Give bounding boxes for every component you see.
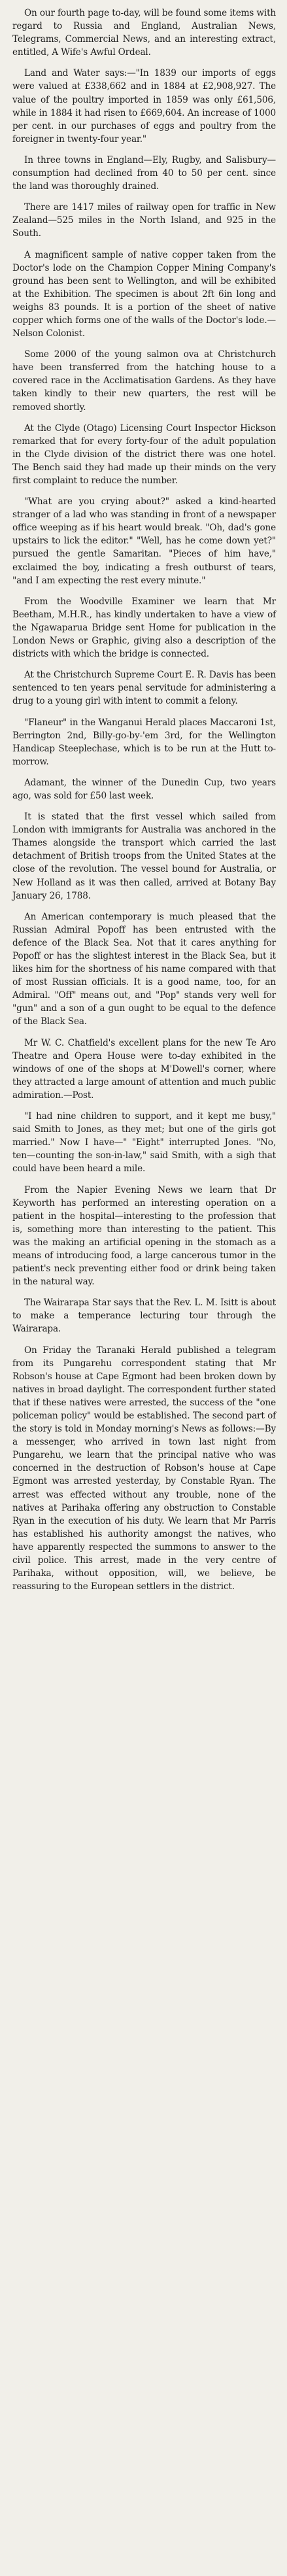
paragraph-flaneur-tips: "Flaneur" in the Wanganui Herald places Maccaroni 1st, Berrington 2nd, Billy-go-by-'em 3rd, for the Wellington Handicap Steeplechase, which is to be run at the Hutt to-morrow.	[12, 717, 276, 767]
paragraph-first-vessel: It is stated that the first vessel which sailed from London with immigrants for Australia was anchored in the Thames alongside the transport which carried the last detachment of British troops from the United States at the close of the revolution. The vessel bound for Australia, or New Holland as it was then called, arrived at Botany Bay January 26, 1788.	[12, 812, 276, 901]
paragraph-adamant-sold: Adamant, the winner of the Dunedin Cup, two years ago, was sold for £50 last week.	[12, 777, 276, 801]
paragraph-railway: There are 1417 miles of railway open for traffic in New Zealand—525 miles in the North Island, and 925 in the South.	[12, 202, 276, 239]
paragraph-supreme-court: At the Christchurch Supreme Court E. R. Davis has been sentenced to ten years penal servitude for administering a drug to a young girl with intent to commit a felony.	[12, 670, 276, 707]
paragraph-crying-lad: "What are you crying about?" asked a kind-hearted stranger of a lad who was standing in front of a newspaper office weeping as if his heart would break. "Oh, dad's gone upstairs to lick the editor." "Well, has he come down yet?" pursued the gentle Samaritan. "Pieces of him have," exclaimed the boy, indicating a fresh outburst of tears, "and I am expecting the rest every minute."	[12, 496, 276, 586]
paragraph-robson-house: On Friday the Taranaki Herald published a telegram from its Pungarehu correspondent stating that Mr Robson's house at Cape Egmont had been broken down by natives in broad daylight. The correspondent further stated that if these natives were arrested, the success of the "one policeman policy" would be established. The second part of the story is told in Monday morning's News as follows:—By a messenger, who arrived in town last night from Pungarehu, we learn that the principal native who was concerned in the destruction of Robson's house at Cape Egmont was arrested yesterday, by Constable Ryan. The arrest was effected without any trouble, none of the natives at Parihaka offering any obstruction to Constable Ryan in the execution of his duty. We learn that Mr Parris has established his authority amongst the natives, who have apparently respected the summons to answer to the civil police. This arrest, made in the very centre of Parihaka, without opposition, will, we believe, be reassuring to the European settlers in the district.	[12, 1345, 276, 1592]
paragraph-licensing-court: At the Clyde (Otago) Licensing Court Inspector Hickson remarked that for every forty-four of the adult population in the Clyde division of the district there was one hotel. The Bench said they had made up their minds on the very first complaint to reduce the number.	[12, 422, 276, 486]
paragraph-eggs-poultry: Land and Water says:—"In 1839 our imports of eggs were valued at £338,662 and in 1884 at £2,908,927. The value of the poultry imported in 1859 was only £61,506, while in 1884 it had risen to £669,604. An increase of 1000 per cent. in our purchases of eggs and poultry from the foreigner in twenty-four year."	[12, 68, 276, 145]
paragraph-temperance-tour: The Wairarapa Star says that the Rev. L. M. Isitt is about to make a temperance lecturing tour through the Wairarapa.	[12, 1297, 276, 1335]
paragraph-salmon-ova: Some 2000 of the young salmon ova at Christchurch have been transferred from the hatching house to a covered race in the Acclimatisation Gardens. As they have taken kindly to their new quarters, the rest will be removed shortly.	[12, 349, 276, 413]
paragraph-native-copper: A magnificent sample of native copper taken from the Doctor's lode on the Champion Copper Mining Company's ground has been sent to Wellington, and will be exhibited at the Exhibition. The specimen is about 2ft 6in long and weighs 83 pounds. It is a portion of the sheet of native copper which forms one of the walls of the Doctor's lode.—Nelson Colonist.	[12, 249, 276, 339]
paragraph-fourth-page: On our fourth page to-day, will be found some items with regard to Russia and England, Australian News, Telegrams, Commercial News, and an interesting extract, entitled, A Wife's Awful Ordeal.	[12, 8, 276, 58]
paragraph-nine-children: "I had nine children to support, and it kept me busy," said Smith to Jones, as they met; but one of the girls got married." Now I have—" "Eight" interrupted Jones. "No, ten—counting the son-in-law," said Smith, with a sigh that could have been heard a mile.	[12, 1111, 276, 1175]
paragraph-admiral-popoff: An American contemporary is much pleased that the Russian Admiral Popoff has been entrusted with the defence of the Black Sea. Not that it cares anything for Popoff or has the slightest interest in the Black Sea, but it likes him for the shortness of his name compared with that of most Russian officials. It is a good name, too, for an Admiral. "Off" means out, and "Pop" stands very well for "gun" and a son of a gun ought to be equal to the defence of the Black Sea.	[12, 911, 276, 1027]
paragraph-drainage: In three towns in England—Ely, Rugby, and Salisbury—consumption had declined from 40 to 50 per cent. since the land was thoroughly drained.	[12, 154, 276, 192]
paragraph-hospital-operation: From the Napier Evening News we learn that Dr Keyworth has performed an interesting operation on a patient in the hospital—interesting to the profession that is, something more than interesting to the patient. This was the making an artificial opening in the stomach as a means of introducing food, a large cancerous tumor in the patient's neck preventing either food or drink being taken in the natural way.	[12, 1184, 276, 1288]
paragraph-theatre-plans: Mr W. C. Chatfield's excellent plans for the new Te Aro Theatre and Opera House were to-day exhibited in the windows of one of the shops at M'Dowell's corner, where they attracted a large amount of attention and much public admiration.—Post.	[12, 1037, 276, 1101]
paragraph-ngawaparua-bridge: From the Woodville Examiner we learn that Mr Beetham, M.H.R., has kindly undertaken to have a view of the Ngawaparua Bridge sent Home for publication in the London News or Graphic, giving also a description of the districts with which the bridge is connected.	[12, 596, 276, 660]
